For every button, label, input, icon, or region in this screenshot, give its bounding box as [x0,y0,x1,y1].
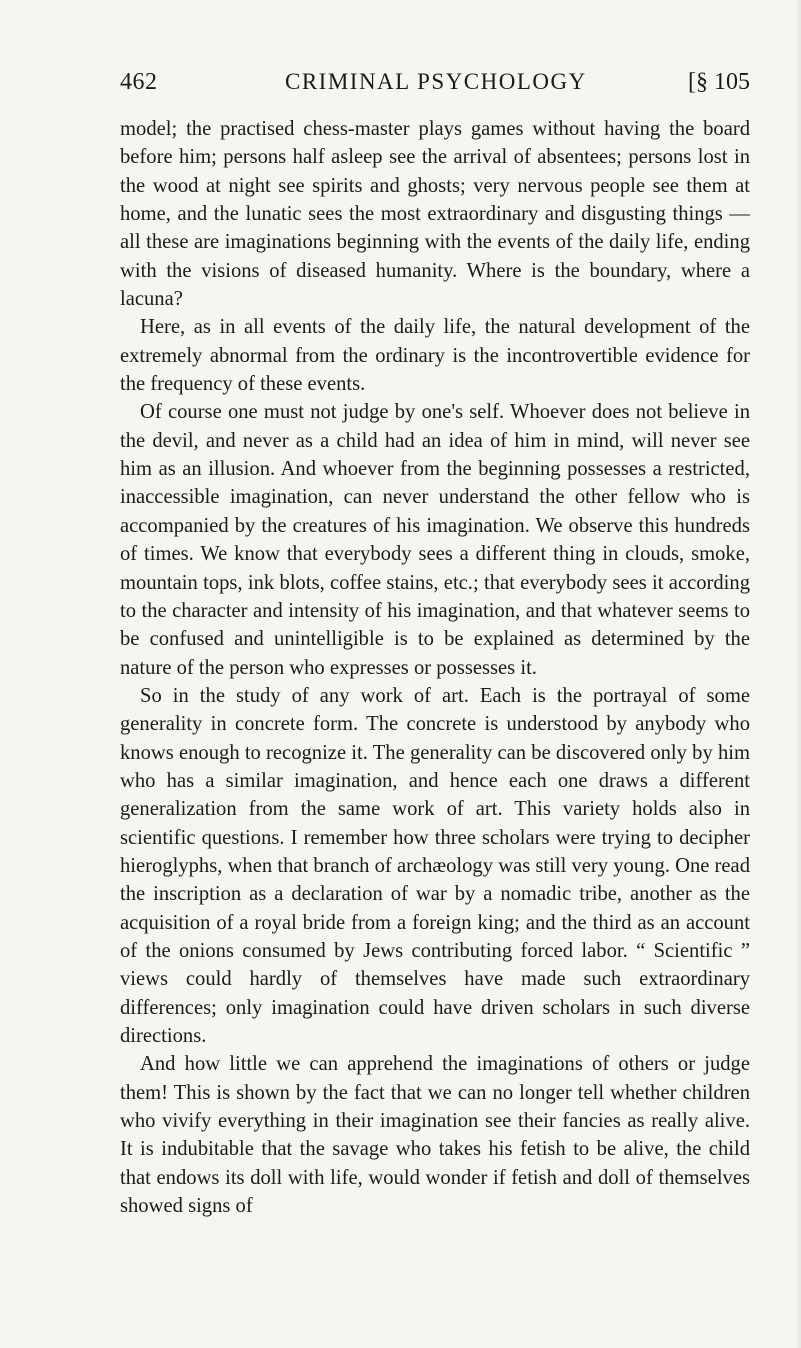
page-edge-shadow [795,0,801,1348]
paragraph: And how little we can apprehend the imaginations of others or judge them! This is shown by the fact that we can no longer tell whether children who vivify everything in their imagination see their fancies as really alive. It is indubitable that the savage who takes his fetish to be alive, the child that endows its doll with life, would wonder if fetish and doll of themselves showed signs of [120,1053,750,1218]
body-text [120,115,750,1220]
paragraph: So in the study of any work of art. Each is the portrayal of some generality in concrete form. The concrete is understood by anybody who knows enough to recognize it. The generality can be discovered only by him who has a similar imagination, and hence each one draws a different generalization from the same work of art. This variety holds also in scientific questions. I remember how three scholars were trying to decipher hieroglyphs, when that branch of archæology was still very young. One read the inscription as a declaration of war by a nomadic tribe, another as the acquisition of a royal bride from a foreign king; and the third as an account of the onions consumed by Jews contributing forced labor. “ Scientific ” views could hardly of themselves have made such extraordinary differences; only imagination could have driven scholars in such diverse directions. [120,684,750,1047]
page-number: 462 [120,69,158,95]
paragraph: Here, as in all events of the daily life, the natural development of the extremely abnormal from the ordinary is the incontrovertible evidence for the frequency of these events. [120,316,750,396]
running-head: CRIMINAL PSYCHOLOGY [285,69,587,94]
paragraph-continued: model; the practised chess-master plays games without having the board before him; persons half asleep see the arrival of absentees; persons lost in the wood at night see spirits and ghosts; very nervous people see them at home, and the lunatic sees the most extraordinary and disgusting things — all these are imaginations beginning with the events of the daily life, ending with the visions of diseased humanity. Where is the boundary, where a lacuna? [120,118,750,311]
section-reference: [§ 105 [688,69,750,95]
page-header [120,62,750,102]
paragraph: Of course one must not judge by one's self. Whoever does not believe in the devil, and never as a child had an idea of him in mind, will never see him as an illusion. And whoever from the beginning possesses a restricted, inaccessible imagination, can never understand the other fellow who is accompanied by the creatures of his imagination. We observe this hundreds of times. We know that everybody sees a different thing in clouds, smoke, mountain tops, ink blots, coffee stains, etc.; that everybody sees it according to the character and intensity of his imagination, and that whatever seems to be confused and unintelligible is to be explained as determined by the nature of the person who expresses or possesses it. [120,401,750,679]
